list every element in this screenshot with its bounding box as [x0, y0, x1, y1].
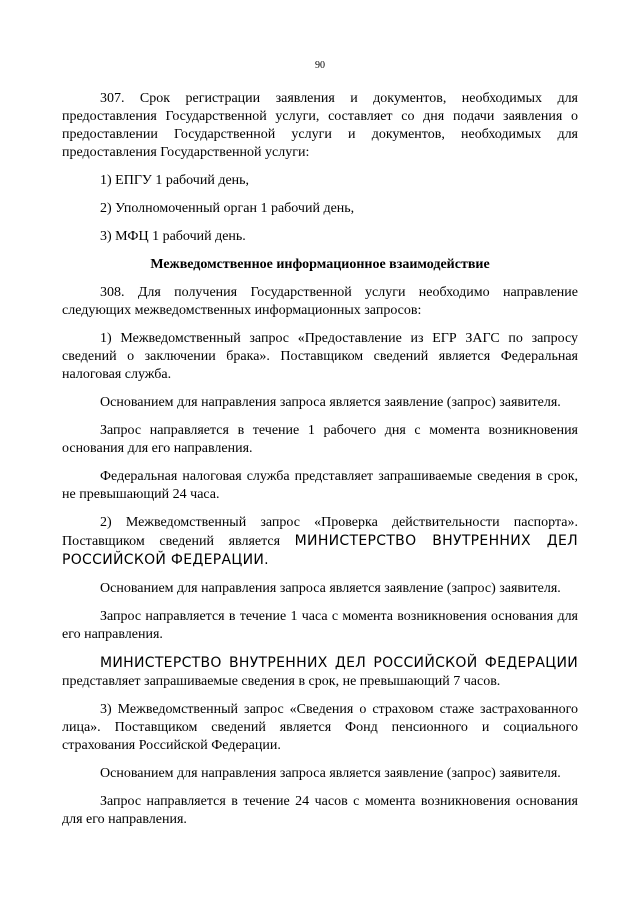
request-2 — [62, 514, 578, 570]
list-item-epgu: 1) ЕПГУ 1 рабочий день, — [100, 173, 250, 188]
paragraph-307: 307. Срок регистрации заявления и документов, необходимых для предоставления Государственной услуги, составляет со дня подачи заявления о предоставлении Государственной услуги и документов, необходимых для предоставления Государственной услуги: — [62, 91, 578, 160]
request-3: 3) Межведомственный запрос «Сведения о страховом стаже застрахованного лица». Поставщиком сведений является Фонд пенсионного и социального страхования Российской Федерации. — [62, 702, 578, 753]
request-1-timing: Запрос направляется в течение 1 рабочего дня с момента возникновения основания для его направления. — [62, 423, 578, 456]
document-body — [62, 90, 578, 839]
request-2-response-provider: МИНИСТЕРСТВО ВНУТРЕННИХ ДЕЛ РОССИЙСКОЙ ФЕДЕРАЦИИ — [100, 655, 578, 671]
request-2-response — [62, 654, 578, 691]
section-heading: Межведомственное информационное взаимодействие — [150, 257, 490, 272]
list-item-mfc: 3) МФЦ 1 рабочий день. — [100, 229, 246, 244]
request-2-timing: Запрос направляется в течение 1 часа с момента возникновения основания для его направления. — [62, 609, 578, 642]
request-1-response: Федеральная налоговая служба представляет запрашиваемые сведения в срок, не превышающий 24 часа. — [62, 469, 578, 502]
request-2-text: 2) Межведомственный запрос «Проверка действительности паспорта». Поставщиком сведений является — [62, 515, 578, 549]
request-1-basis: Основанием для направления запроса является заявление (запрос) заявителя. — [100, 395, 561, 410]
request-3-basis: Основанием для направления запроса является заявление (запрос) заявителя. — [100, 766, 561, 781]
list-item-authorized-body: 2) Уполномоченный орган 1 рабочий день, — [100, 201, 355, 216]
page-number: 90 — [315, 60, 325, 71]
paragraph-308: 308. Для получения Государственной услуги необходимо направление следующих межведомственных информационных запросов: — [62, 285, 578, 318]
request-2-provider: МИНИСТЕРСТВО ВНУТРЕННИХ ДЕЛ РОССИЙСКОЙ ФЕДЕРАЦИИ. — [62, 533, 578, 568]
request-3-timing: Запрос направляется в течение 24 часов с момента возникновения основания для его направления. — [62, 794, 578, 827]
request-1: 1) Межведомственный запрос «Предоставление из ЕГР ЗАГС по запросу сведений о заключении брака». Поставщиком сведений является Федеральная налоговая служба. — [62, 331, 578, 382]
request-2-response-text: представляет запрашиваемые сведения в срок, не превышающий 7 часов. — [62, 674, 501, 689]
request-2-basis: Основанием для направления запроса является заявление (запрос) заявителя. — [100, 581, 561, 596]
